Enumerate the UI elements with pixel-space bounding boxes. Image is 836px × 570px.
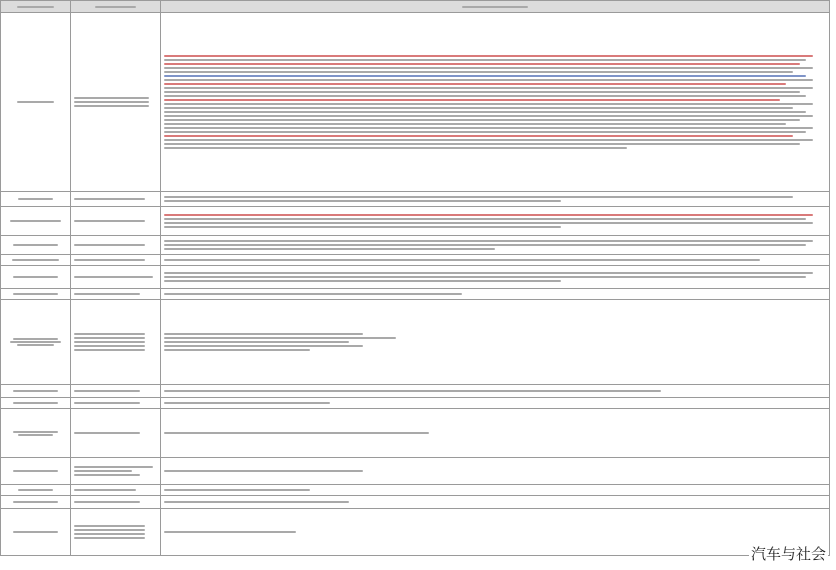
table-header-row [1,1,830,13]
requirement-description-cell [161,398,830,409]
requirement-points-cell [71,409,161,458]
column-header-description [161,1,830,13]
module-cell [1,385,71,398]
table-row [1,236,830,255]
requirement-description-cell [161,496,830,509]
requirement-points-cell [71,192,161,207]
requirement-description-cell [161,255,830,266]
table-row [1,409,830,458]
requirement-description-cell [161,485,830,496]
requirement-description-cell [161,385,830,398]
requirement-description-cell [161,236,830,255]
requirement-description-cell [161,300,830,385]
requirement-points-cell [71,300,161,385]
table-row [1,266,830,289]
module-cell [1,458,71,485]
requirement-points-cell [71,509,161,556]
requirement-points-cell [71,385,161,398]
requirement-description-cell [161,509,830,556]
requirement-points-cell [71,485,161,496]
table-row [1,385,830,398]
requirement-description-cell [161,289,830,300]
table-row [1,398,830,409]
table-row [1,207,830,236]
module-cell [1,398,71,409]
module-cell [1,509,71,556]
table-row [1,300,830,385]
module-cell [1,289,71,300]
module-cell [1,409,71,458]
module-cell [1,13,71,192]
requirement-description-cell [161,409,830,458]
requirement-points-cell [71,236,161,255]
requirement-description-cell [161,207,830,236]
module-cell [1,485,71,496]
requirement-points-cell [71,255,161,266]
requirement-points-cell [71,266,161,289]
requirement-description-cell [161,458,830,485]
requirement-points-cell [71,289,161,300]
module-cell [1,255,71,266]
module-cell [1,496,71,509]
requirement-description-cell [161,266,830,289]
table-row [1,192,830,207]
requirement-description-cell [161,13,830,192]
table-row [1,289,830,300]
table-row [1,255,830,266]
requirement-points-cell [71,458,161,485]
column-header-module [1,1,71,13]
requirement-points-cell [71,398,161,409]
table-row [1,458,830,485]
requirement-points-cell [71,496,161,509]
column-header-requirement [71,1,161,13]
module-cell [1,266,71,289]
module-cell [1,207,71,236]
requirement-description-cell [161,192,830,207]
table-row [1,13,830,192]
table-row [1,485,830,496]
requirement-points-cell [71,13,161,192]
watermark-text: 汽车与社会 [750,545,826,563]
module-cell [1,300,71,385]
module-cell [1,192,71,207]
table-row [1,496,830,509]
requirement-points-cell [71,207,161,236]
module-cell [1,236,71,255]
table-row [1,509,830,556]
